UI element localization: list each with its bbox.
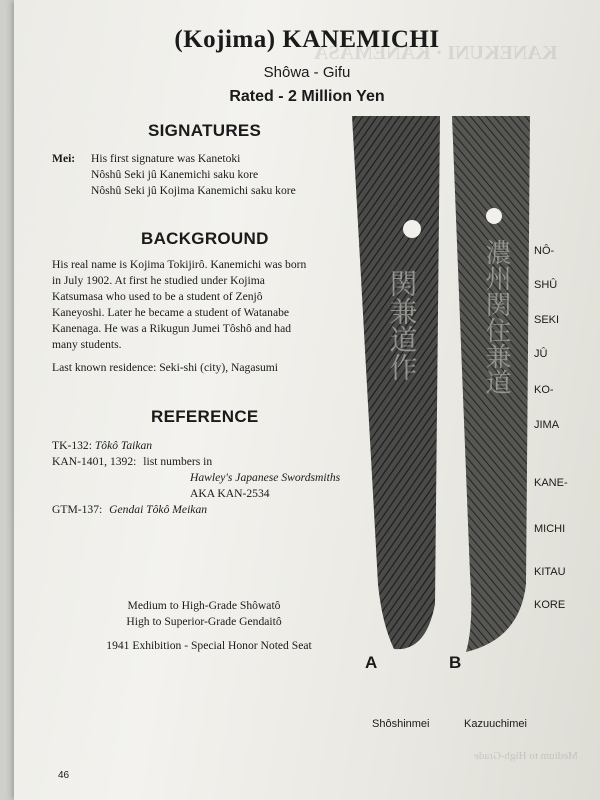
page-number: 46	[58, 770, 70, 781]
label-b: B	[449, 653, 462, 672]
reference-item: KAN-1401, 1392: list numbers in	[52, 455, 213, 468]
background-line: Katsumasa who used to be a student of Zenjô	[52, 290, 263, 303]
background-line: in July 1902. At first he studied under Kojima	[52, 274, 265, 287]
signature-line: His first signature was Kanetoki	[91, 152, 241, 165]
caption-kazuuchimei: Kazuuchimei	[464, 718, 527, 730]
grade-line-2: High to Superior-Grade Gendaitô	[126, 615, 282, 628]
label-a: A	[365, 653, 378, 672]
grade-block	[74, 598, 334, 630]
oshigata-rubbings	[334, 104, 534, 664]
page-subtitle: Shôwa - Gifu	[263, 64, 351, 81]
reference-item: AKA KAN-2534	[190, 487, 270, 500]
background-heading: BACKGROUND	[141, 229, 269, 248]
mei-label: Mei:	[52, 152, 76, 165]
reading-ju: JÛ	[534, 348, 548, 360]
show-through-text: KANEKUNI · KANEMASA	[314, 42, 558, 64]
reading-noshu-1: NÔ-	[534, 245, 555, 257]
page-title: (Kojima) KANEMICHI	[174, 26, 440, 53]
residence-text: Last known residence: Seki-shi (city), Nagasumi	[52, 361, 279, 374]
reference-item: Hawley's Japanese Swordsmiths	[190, 471, 341, 484]
reference-item: TK-132: Tôkô Taikan	[52, 439, 153, 452]
tang-a	[352, 116, 440, 649]
reading-kojima-2: JIMA	[534, 419, 560, 431]
signature-list	[91, 151, 351, 199]
reference-list	[52, 438, 352, 518]
mekugi-hole-a	[403, 220, 421, 238]
reading-noshu-2: SHÛ	[534, 279, 558, 291]
background-line: Kanenaga. He was a Rikugun Jumei Tôshô and had	[52, 322, 292, 335]
background-paragraph	[52, 257, 352, 353]
reading-kanemichi-1: KANE-	[534, 477, 568, 489]
signatures-heading: SIGNATURES	[148, 121, 262, 140]
grade-line-1: Medium to High-Grade Shôwatô	[127, 599, 281, 612]
reading-kore: KORE	[534, 599, 566, 611]
signature-line: Nôshû Seki jû Kanemichi saku kore	[91, 168, 259, 181]
exhibition-text: 1941 Exhibition - Special Honor Noted Seat	[106, 639, 312, 652]
reading-kanemichi-2: MICHI	[534, 523, 566, 535]
background-line: Kaneyoshi. Later he became a student of Watanabe	[52, 306, 290, 319]
reading-kojima-1: KO-	[534, 384, 554, 396]
signature-line: Nôshû Seki jû Kojima Kanemichi saku kore	[91, 184, 296, 197]
show-through-lower: Medium to High-Grade	[474, 750, 578, 762]
reading-kitau: KITAU	[534, 566, 566, 578]
reference-heading: REFERENCE	[151, 407, 259, 426]
reading-seki: SEKI	[534, 314, 560, 326]
rating-text: Rated - 2 Million Yen	[229, 88, 385, 105]
book-page	[14, 0, 600, 800]
signature-engraving-a: 関兼道作	[385, 269, 419, 381]
background-line: His real name is Kojima Tokijirô. Kanemichi was born	[52, 258, 307, 271]
signature-engraving-b: 濃州関住兼道	[481, 239, 511, 395]
reference-item: GTM-137: Gendai Tôkô Meikan	[52, 503, 208, 516]
background-line: many students.	[52, 338, 122, 351]
mekugi-hole-b	[486, 208, 502, 224]
caption-shoshinmei: Shôshinmei	[372, 718, 430, 730]
